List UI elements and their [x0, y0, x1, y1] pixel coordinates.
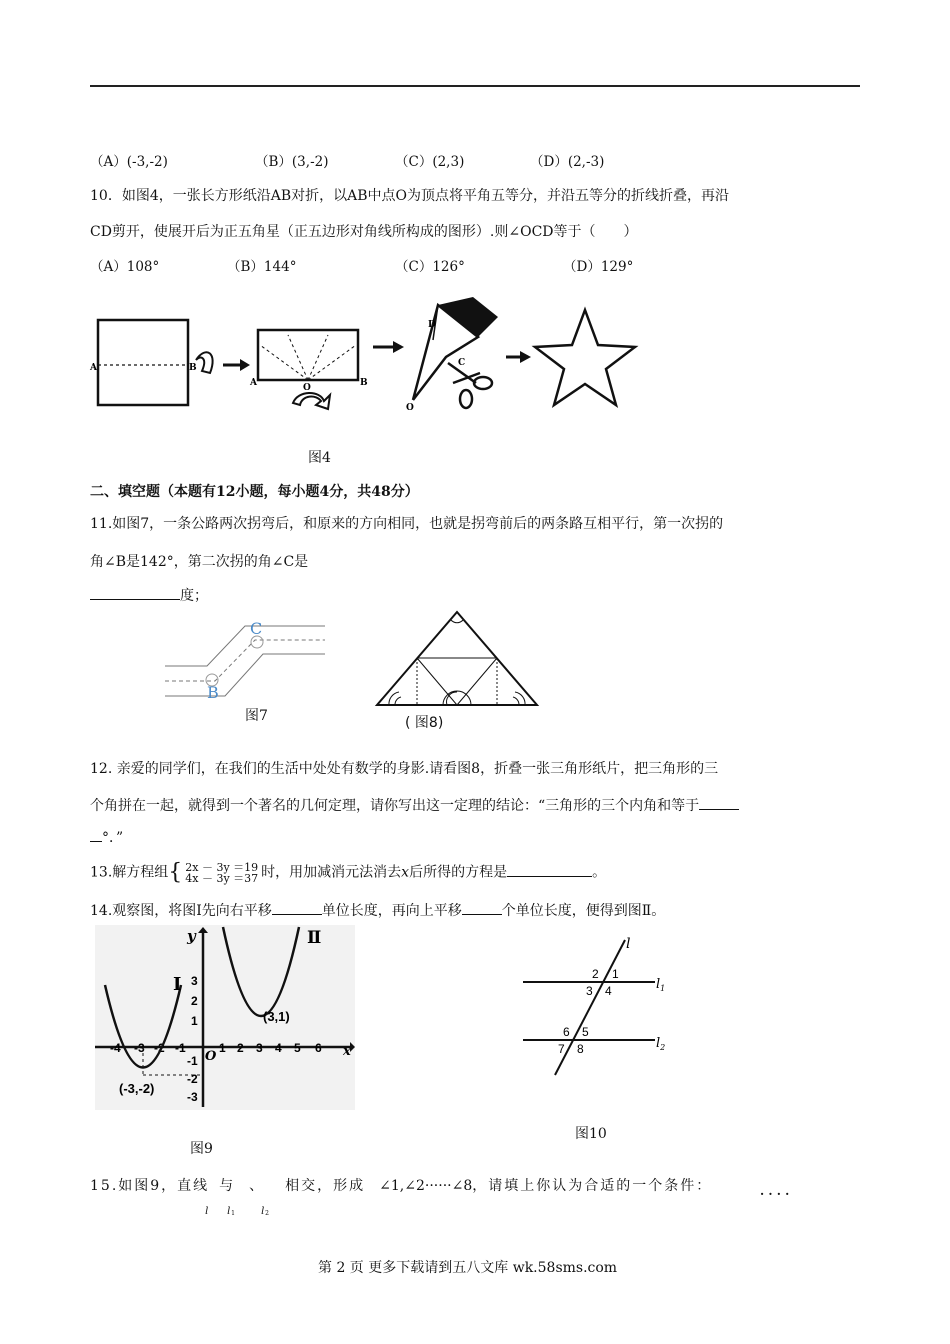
q13-prefix: 13.解方程组: [90, 864, 169, 881]
q15-angles: ∠1,∠2······∠8: [379, 1178, 473, 1194]
fig10-angle-7: 7: [558, 1042, 565, 1056]
fig9-point-2: (-3,-2): [119, 1081, 155, 1096]
fig10-label-l1-main: l: [656, 977, 661, 992]
fig10-label-l2-main: l: [656, 1036, 661, 1051]
fig9-xtick-m4: -4: [110, 1041, 121, 1055]
fig10-caption: 图10: [575, 1126, 607, 1142]
figure-8: [375, 610, 540, 710]
fig9-xtick-m1: -1: [175, 1041, 186, 1055]
fig4-rotate-arrow-icon: [293, 393, 330, 409]
fig8-diag-2: [457, 658, 497, 705]
fig4-wedge-label-c: C: [458, 358, 466, 368]
q12-answer-blank-1[interactable]: [699, 795, 739, 810]
fig4-rect-label-o: O: [303, 383, 311, 393]
q15-var-l-text: l: [205, 1206, 211, 1217]
fig9-ytick-3: 3: [191, 974, 198, 988]
q14-part3: 个单位长度，便得到图Ⅱ。: [501, 903, 666, 919]
fig9-ytick-m3: -3: [187, 1090, 198, 1104]
q13-system: [185, 862, 258, 884]
fig9-xtick-4: 4: [275, 1041, 282, 1055]
q15-sep: 、: [249, 1178, 266, 1194]
fig4-scissors-icon: [448, 363, 492, 408]
q14-answer-blank-1[interactable]: [272, 900, 322, 915]
q13-suffix: 时，用加减消元法消去: [261, 864, 402, 881]
fig9-xtick-3: 3: [256, 1041, 263, 1055]
q14-part1: 14.观察图，将图Ⅰ先向右平移: [90, 903, 272, 919]
q12-line3: [90, 827, 123, 847]
q13-eq1: 2x － 3y ＝19: [185, 860, 259, 874]
q15-text1: 15.如图9，直线: [90, 1178, 210, 1194]
fig9-label-i: Ⅰ: [173, 974, 182, 995]
q10-option-d: （D）129°: [563, 259, 634, 275]
fig10-label-l2-sub: 2: [660, 1043, 666, 1052]
q10-option-c: （C）126°: [395, 259, 465, 275]
figure-9: [95, 925, 355, 1110]
fig9-origin-label: O: [205, 1049, 217, 1064]
q11-line1: 11.如图7，一条公路两次拐弯后，和原来的方向相同，也就是拐弯前后的两条路互相平行，第一次拐的: [90, 516, 724, 532]
figure-4: [88, 295, 648, 420]
fig9-ytick-1: 1: [191, 1014, 198, 1028]
q10-line2: CD剪开，使展开后为正五角星（正五边形对角线所构成的图形）.则∠OCD等于（ ）: [90, 224, 638, 240]
fig9-ytick-m1: -1: [187, 1054, 198, 1068]
fig8-apex-arc: [451, 620, 463, 623]
figure-10: [520, 930, 690, 1080]
fig9-point-1: (3,1): [263, 1009, 290, 1024]
q15-var-l2-sub: 2: [265, 1210, 271, 1217]
fig7-label-b: B: [207, 683, 219, 702]
q12-line2: [90, 795, 739, 815]
fig7-road-top: [165, 626, 325, 666]
q11-line2: 角∠B是142°，第二次拐的角∠C是: [90, 554, 309, 570]
q9-option-b: （B）(3,-2): [255, 154, 329, 170]
q13-brace: {: [168, 860, 183, 885]
fig4-caption: 图4: [308, 450, 331, 466]
figure-7: [165, 618, 325, 703]
fig10-angle-2: 2: [592, 967, 599, 981]
fig4-rect-label-a: A: [250, 378, 257, 388]
section-2-title: 二、填空题（本题有12小题，每小题4分，共48分）: [90, 484, 419, 500]
fig8-diag-1: [417, 658, 457, 705]
fig9-xtick-5: 5: [294, 1041, 301, 1055]
q13-line: [90, 860, 606, 885]
fig4-star: [535, 310, 635, 405]
q15-text2: 相交，形成: [285, 1178, 366, 1194]
fig4-arrow-1-head: [240, 359, 250, 371]
fig9-ytick-m2: -2: [187, 1072, 198, 1086]
fig9-xtick-6: 6: [315, 1041, 322, 1055]
fig10-angle-8: 8: [577, 1042, 584, 1056]
q15-line: [90, 1175, 713, 1217]
fig9-label-ii: Ⅱ: [307, 928, 322, 948]
fig10-label-l: l: [626, 936, 631, 952]
fig10-angle-1: 1: [612, 967, 619, 981]
fig4-crease-1: [260, 345, 308, 380]
q13-var: x: [401, 864, 410, 881]
q12-line2-text: 个角拼在一起，就得到一个著名的几何定理，请你写出这一定理的结论：“三角形的三个内角和等于: [90, 798, 700, 814]
fig10-label-l2: [656, 1036, 665, 1052]
fig4-cut-piece: [438, 297, 498, 337]
fig4-rect-label-b: B: [360, 378, 368, 388]
fig4-wedge-label-o: O: [406, 403, 414, 413]
fig4-arrow-2-head: [393, 341, 404, 353]
page-footer: 第 2 页 更多下载请到五八文库 wk.58sms.com: [318, 1260, 618, 1276]
header-rule: [90, 85, 860, 87]
fig8-caption: ( 图8): [405, 715, 444, 731]
q9-option-a: （A）(-3,-2): [90, 154, 168, 170]
fig10-angle-5: 5: [582, 1025, 589, 1039]
q13-end: 。: [592, 864, 607, 881]
fig4-crease-4: [308, 345, 356, 380]
fig10-angle-6: 6: [563, 1025, 570, 1039]
fig7-caption: 图7: [245, 708, 268, 724]
q15-var-l2-text: l: [261, 1206, 267, 1217]
fig9-xtick-m3: -3: [134, 1041, 145, 1055]
fig10-label-l1-sub: 1: [660, 984, 666, 993]
q12-line3-text: °．”: [102, 830, 124, 846]
fig10-line-l: [555, 940, 625, 1075]
fig9-xtick-2: 2: [237, 1041, 244, 1055]
q11-answer-blank[interactable]: [90, 585, 180, 600]
q12-answer-blank-2[interactable]: [90, 827, 102, 842]
q13-eq2: 4x － 3y ＝37: [185, 871, 259, 885]
fig4-label-a: A: [90, 363, 97, 373]
q14-part2: 单位长度，再向上平移: [321, 903, 462, 919]
fig9-xtick-m2: -2: [154, 1041, 165, 1055]
q11-line3-suffix: 度；: [180, 588, 208, 604]
fig9-xtick-1: 1: [219, 1041, 226, 1055]
fig4-label-b: B: [189, 363, 197, 373]
q13-suffix2: 后所得的方程是: [409, 864, 508, 881]
fig9-y-label: y: [187, 927, 196, 945]
q15-var-l1-text: l: [227, 1206, 233, 1217]
q15-var-l1-sub: 1: [231, 1210, 237, 1217]
fig7-label-c: C: [250, 619, 263, 638]
fig7-road-middle: [165, 640, 325, 681]
q14-answer-blank-2[interactable]: [462, 900, 502, 915]
q15-text3: ，请填上你认为合适的一个条件：: [472, 1178, 713, 1194]
q15-dots: · · · ·: [760, 1187, 790, 1201]
fig9-ytick-2: 2: [191, 994, 198, 1008]
fig10-angle-4: 4: [605, 984, 612, 998]
fig4-arrow-3-head: [520, 351, 531, 363]
q9-option-d: （D）(2,-3): [530, 154, 605, 170]
fig4-wedge-label-d: D: [428, 320, 436, 330]
q10-option-a: （A）108°: [90, 259, 160, 275]
q14-line: [90, 900, 665, 920]
q11-line3: [90, 585, 208, 605]
fig7-road-bottom: [165, 654, 325, 696]
q10-option-b: （B）144°: [227, 259, 297, 275]
fig4-paper: [98, 320, 188, 405]
q10-line1: 10．如图4，一张长方形纸沿AB对折，以AB中点O为顶点将平角五等分，并沿五等分的折线折叠，再沿: [90, 188, 729, 204]
q13-answer-blank[interactable]: [507, 862, 592, 877]
fig9-caption: 图9: [190, 1141, 213, 1157]
fig8-left-arc: [389, 692, 401, 705]
q15-with: 与: [219, 1178, 236, 1194]
fig4-fold-arrow-icon: [196, 352, 213, 373]
fig9-x-label: x: [343, 1044, 351, 1059]
q9-option-c: （C）(2,3): [395, 154, 465, 170]
fig10-angle-3: 3: [586, 984, 593, 998]
fig10-label-l1: [656, 977, 665, 993]
q12-line1: 12. 亲爱的同学们，在我们的生活中处处有数学的身影.请看图8，折叠一张三角形纸片，把三角形的三: [90, 761, 719, 777]
fig8-right-arc: [513, 692, 525, 705]
